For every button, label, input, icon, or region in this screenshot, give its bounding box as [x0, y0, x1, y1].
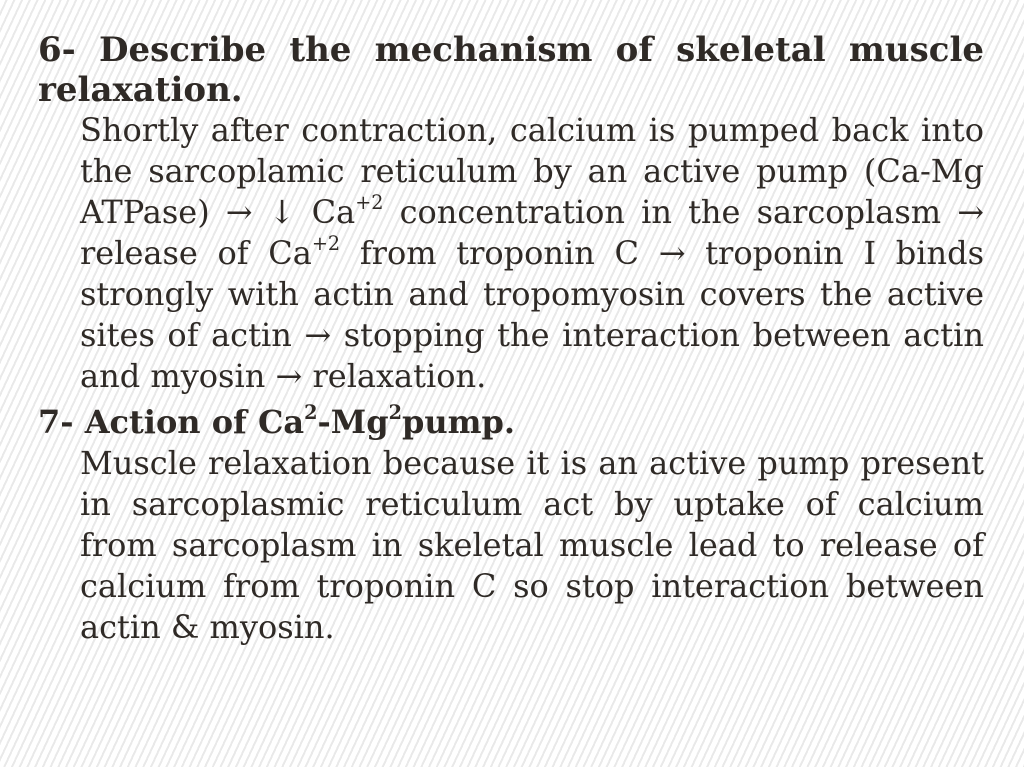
answer-6-part-1: Shortly after contraction, calcium is pumped back into the sarcoplamic reticulum by an active pump (Ca-Mg ATPase) → ↓ Ca [80, 111, 984, 231]
question-7-heading [38, 401, 984, 443]
calcium-superscript: 2 [304, 401, 318, 425]
question-6-heading [38, 30, 984, 110]
answer-6-part-3: from troponin C → troponin I binds strongly with actin and tropomyosin covers the active sites of actin → stopping the interaction between actin and myosin → relaxation. [80, 234, 985, 395]
answer-7-text: Muscle relaxation because it is an active pump present in sarcoplasmic reticulum act by uptake of calcium from sarcoplasm in skeletal muscle lead to release of calcium from troponin C so stop interaction between actin & myosin. [80, 444, 984, 646]
answer-6-part-2: concentration in the sarcoplasm → release of Ca [80, 193, 985, 272]
question-7-heading-part-b: -Mg [317, 403, 389, 441]
question-7-heading-part-c: pump. [401, 403, 515, 441]
magnesium-superscript: 2 [388, 401, 402, 425]
question-7-heading-part-a: 7- Action of Ca [38, 403, 305, 441]
question-6-heading-text: 6- Describe the mechanism of skeletal muscle relaxation. [38, 30, 984, 110]
question-7-answer [80, 443, 984, 648]
calcium-charge-superscript-2: +2 [311, 232, 341, 256]
slide-content [38, 30, 984, 648]
question-6-answer [80, 110, 984, 397]
calcium-charge-superscript-1: +2 [355, 191, 384, 215]
